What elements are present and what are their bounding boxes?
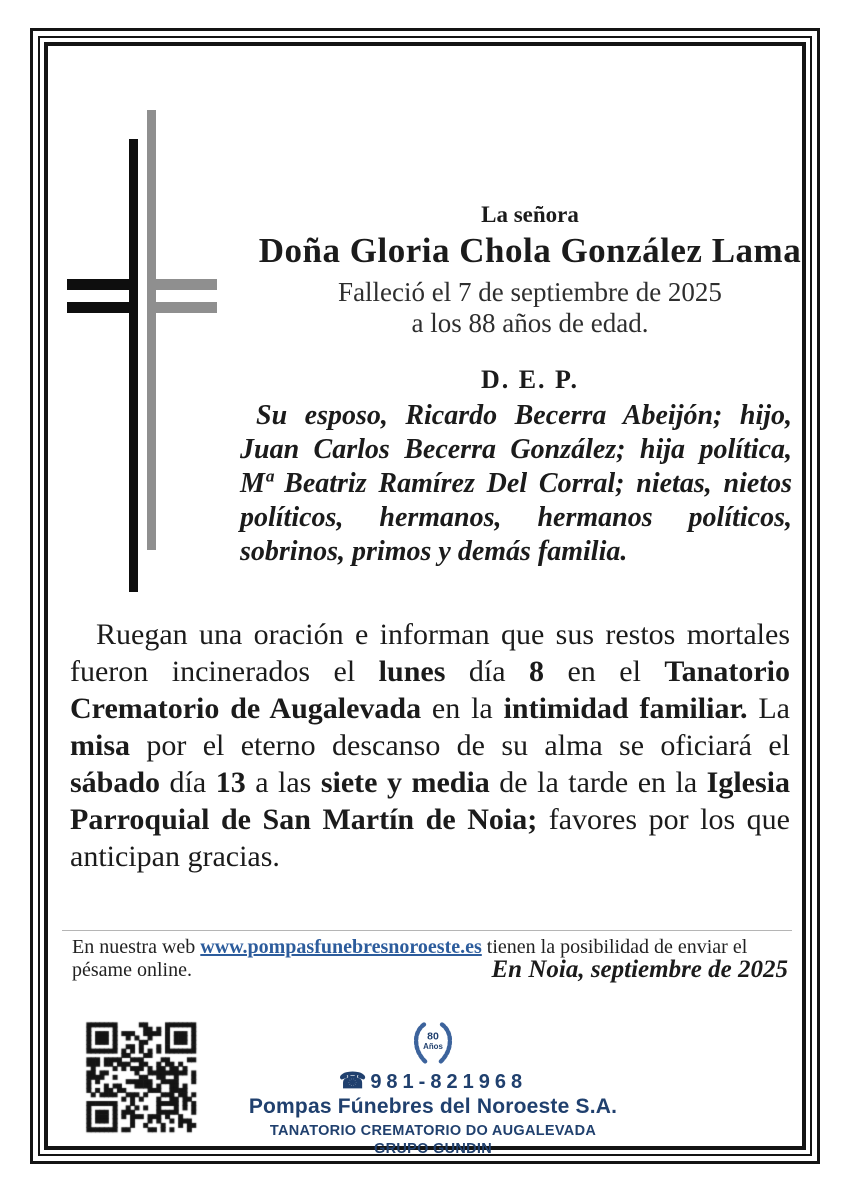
cross-gray-upper-arm [147,279,217,290]
dep-line: D. E. P. [480,365,580,394]
honorific-line: La señora [481,202,579,227]
condolence-website-link[interactable]: www.pompasfunebresnoroeste.es [200,936,482,958]
footer-divider-line [62,930,792,931]
anniversary-number-label: 80 [427,1030,439,1043]
cross-gray-lower-arm [147,302,217,313]
laurel-wreath-80-years-icon [412,1020,454,1066]
company-name: Pompas Fúnebres del Noroeste S.A. [248,1095,618,1118]
phone-number: 981-821968 [370,1071,528,1093]
phone-icon: ☎ [338,1068,367,1093]
death-age-line: a los 88 años de edad. [411,308,649,338]
family-paragraph: Su esposo, Ricardo Becerra Abeijón; hijo, Juan Carlos Becerra González; hija política, Mª Beatriz Ramírez Del Corral; nietas, nietos políticos, hermanos, hermanos políticos, sobrinos, primos y demás familia. [240,400,792,567]
notice-header [232,202,828,395]
anniversary-years-label: Años [423,1042,443,1052]
place-date-line: En Noia, septiembre de 2025 [491,956,788,983]
web-line-before: En nuestra web [72,936,201,958]
deceased-name: Doña Gloria Chola González Lama [258,231,802,270]
cross-gray-vertical-bar [147,110,156,550]
announcement-paragraph: Ruegan una oración e informan que sus restos mortales fueron incinerados el lunes día 8 en el Tanatorio Crematorio de Augalevada en la intimidad familiar. La misa por el eterno descanso de su alma se oficiará el sábado día 13 a las siete y media de la tarde en la Iglesia Parroquial de San Martín de Noia; favores por los que anticipan gracias. [70,618,791,873]
web-line-after: tienen la posibilidad de enviar el pésame online. [72,936,748,981]
cross-black-lower-arm [67,302,138,313]
funeral-home-footer [75,1020,791,1157]
cross-black-upper-arm [67,279,138,290]
facility-name: TANATORIO CREMATORIO DO AUGALEVADA [269,1123,597,1139]
cross-black-vertical-bar [129,139,138,592]
death-date-line: Falleció el 7 de septiembre de 2025 [338,277,722,307]
phone-row [75,1068,791,1094]
group-name: GRUPO GUNDIN [374,1141,492,1157]
